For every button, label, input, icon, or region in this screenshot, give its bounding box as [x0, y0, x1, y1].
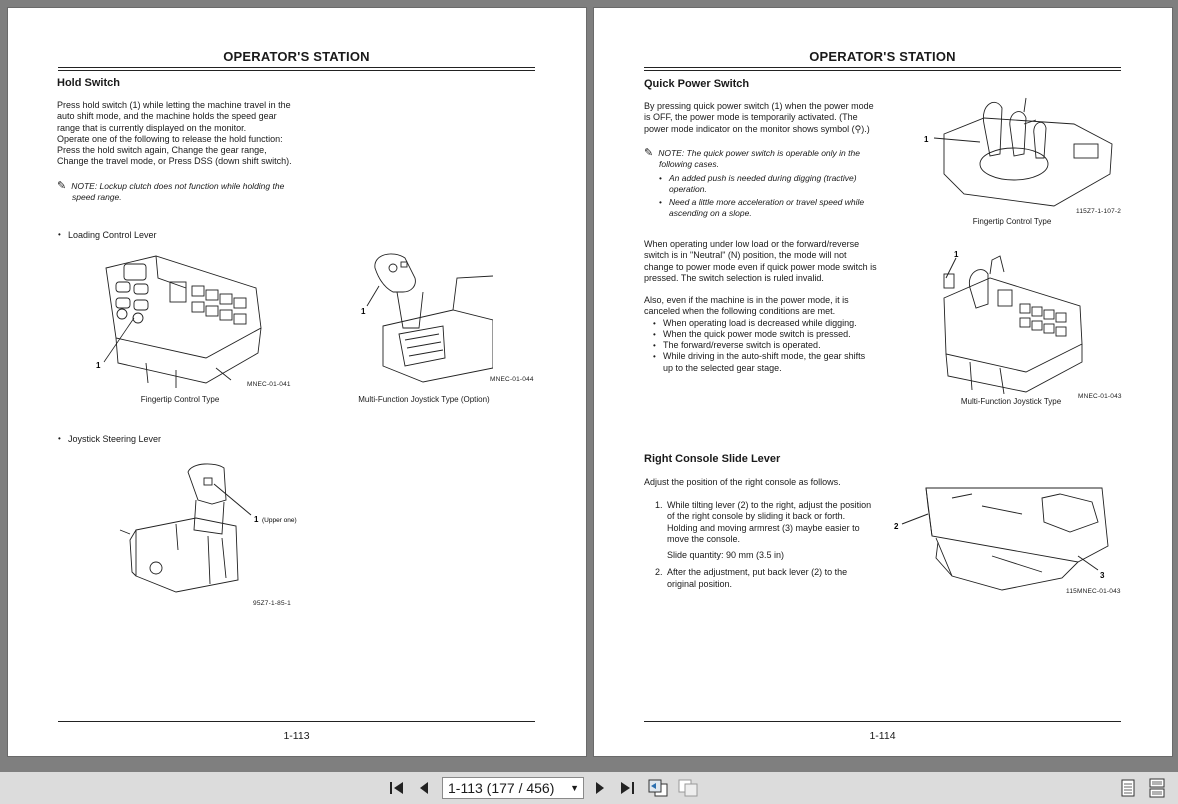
list-item: • When the quick power mode switch is pressed.	[653, 329, 865, 340]
prev-view-icon[interactable]	[646, 777, 670, 799]
figure-caption-joystick: Multi-Function Joystick Type	[960, 397, 1062, 406]
figure-code: MNEC-01-043	[1078, 393, 1122, 400]
section-title-right-console-slide-lever: Right Console Slide Lever	[644, 453, 781, 465]
continuous-page-icon[interactable]	[1146, 777, 1168, 799]
fig-callout-1: 1	[254, 515, 259, 524]
step-item: 2. After the adjustment, put back lever (2) to the original position.	[655, 567, 848, 589]
cancel-paragraph: Also, even if the machine is in the power mode, it is canceled when the following conditions are met. • When operating load is decreased while digging. • When the quick power mode switch is pressed. • The forward/reverse switch is operated. • While driving in the auto-shift mode, the gear shifts up to the selected gear stage.	[644, 295, 865, 374]
power-mode-symbol-icon: ⚲	[854, 123, 862, 134]
slide-quantity: Slide quantity: 90 mm (3.5 in)	[667, 550, 785, 561]
figure-code: MNEC-01-044	[490, 376, 534, 383]
note-pencil-icon: ✎	[644, 147, 654, 159]
page-header: OPERATOR'S STATION	[223, 49, 370, 64]
next-page-icon[interactable]	[590, 777, 610, 799]
chevron-down-icon: ▼	[570, 783, 579, 793]
page-1-113	[8, 8, 586, 756]
fig-callout-1: 1	[924, 135, 929, 144]
list-item: • The forward/reverse switch is operated.	[653, 340, 865, 351]
list-item: • An added push is needed during digging (tractive) operation.	[659, 173, 864, 195]
footer-rule	[644, 721, 1121, 722]
joystick-steering-figure	[116, 460, 306, 600]
bullet-loading-control-lever: • Loading Control Lever	[68, 230, 157, 240]
figure-code: 95Z7-1-85-1	[253, 600, 291, 607]
slide-lever-intro: Adjust the position of the right console as follows.	[644, 477, 841, 487]
last-page-icon[interactable]	[617, 777, 637, 799]
fig-callout-1: 1	[361, 307, 366, 316]
figure-caption-joystick-option: Multi-Function Joystick Type (Option)	[358, 395, 490, 404]
hold-switch-note: ✎ NOTE: Lockup clutch does not function while holding the speed range.	[57, 180, 285, 202]
page-header: OPERATOR'S STATION	[809, 49, 956, 64]
fig-callout-2: 2	[894, 522, 899, 531]
single-page-icon[interactable]	[1118, 777, 1138, 799]
section-title-hold-switch: Hold Switch	[57, 77, 120, 89]
page-navigation-toolbar	[0, 772, 1178, 804]
footer-rule	[58, 721, 535, 722]
prev-page-icon[interactable]	[414, 777, 434, 799]
page-number-select[interactable]: 1-113 (177 / 456) ▼	[442, 777, 584, 799]
fig-callout-note: (Upper one)	[262, 517, 297, 524]
figure-code: 115Z7-1-107-2	[1076, 208, 1122, 215]
figure-caption-fingertip: Fingertip Control Type	[972, 217, 1052, 226]
hold-switch-paragraph: Press hold switch (1) while letting the machine travel in the auto shift mode, and the machine holds the speed gear range that is currently displayed on the monitor. Operate one of the following to release the hold function: Press the hold switch again, Change the gear range, Change the travel mode, or Press DSS (down shift switch).	[57, 100, 292, 167]
header-rule	[58, 67, 535, 71]
bullet-joystick-steering-lever: • Joystick Steering Lever	[68, 434, 161, 444]
next-view-icon[interactable]	[676, 777, 700, 799]
cancel-conditions-list	[653, 318, 865, 374]
header-rule	[644, 67, 1121, 71]
quick-power-fingertip-figure	[924, 94, 1124, 214]
quick-power-note: ✎ NOTE: The quick power switch is operable only in the following cases. • An added push is needed during digging (tractive) operation. • Need a little more acceleration or travel speed while ascending on a slope.	[644, 148, 864, 219]
figure-caption-fingertip: Fingertip Control Type	[140, 395, 220, 404]
slide-lever-steps	[655, 500, 871, 596]
fig-callout-3: 3	[1100, 571, 1105, 580]
multi-function-joystick-figure	[353, 248, 493, 388]
figure-code: 115MNEC-01-043	[1066, 588, 1121, 595]
note-case-list	[659, 173, 864, 219]
list-item: • While driving in the auto-shift mode, the gear shifts up to the selected gear stage.	[653, 351, 865, 374]
fig-callout-1: 1	[954, 250, 959, 259]
figure-code: MNEC-01-041	[247, 381, 291, 388]
slide-lever-figure	[892, 486, 1122, 594]
fig-callout-1: 1	[96, 361, 101, 370]
page-number: 1-114	[869, 730, 896, 742]
quick-power-paragraph: By pressing quick power switch (1) when the power mode is OFF, the power mode is temporarily activated. (The power mode indicator on the monitor shows symbol (⚲).)	[644, 101, 874, 134]
page-1-114	[594, 8, 1172, 756]
fingertip-control-figure	[86, 248, 276, 388]
neutral-paragraph: When operating under low load or the forward/reverse switch is in "Neutral" (N) position, the mode will not change to power mode even if quick power mode switch is pressed. The switch selection is ruled invalid.	[644, 239, 877, 283]
page-number: 1-113	[283, 730, 310, 742]
quick-power-joystick-figure	[930, 244, 1090, 394]
section-title-quick-power-switch: Quick Power Switch	[644, 78, 750, 90]
list-item: • Need a little more acceleration or travel speed while ascending on a slope.	[659, 197, 864, 219]
first-page-icon[interactable]	[387, 777, 407, 799]
step-item: 1. While tilting lever (2) to the right, adjust the position of the right console by sliding it back or forth. Holding and moving armrest (3) maybe easier to move the console. Slide quantity: 90 mm (3.5 in)	[655, 500, 872, 561]
list-item: • When operating load is decreased while digging.	[653, 318, 865, 329]
note-pencil-icon: ✎	[57, 180, 67, 192]
